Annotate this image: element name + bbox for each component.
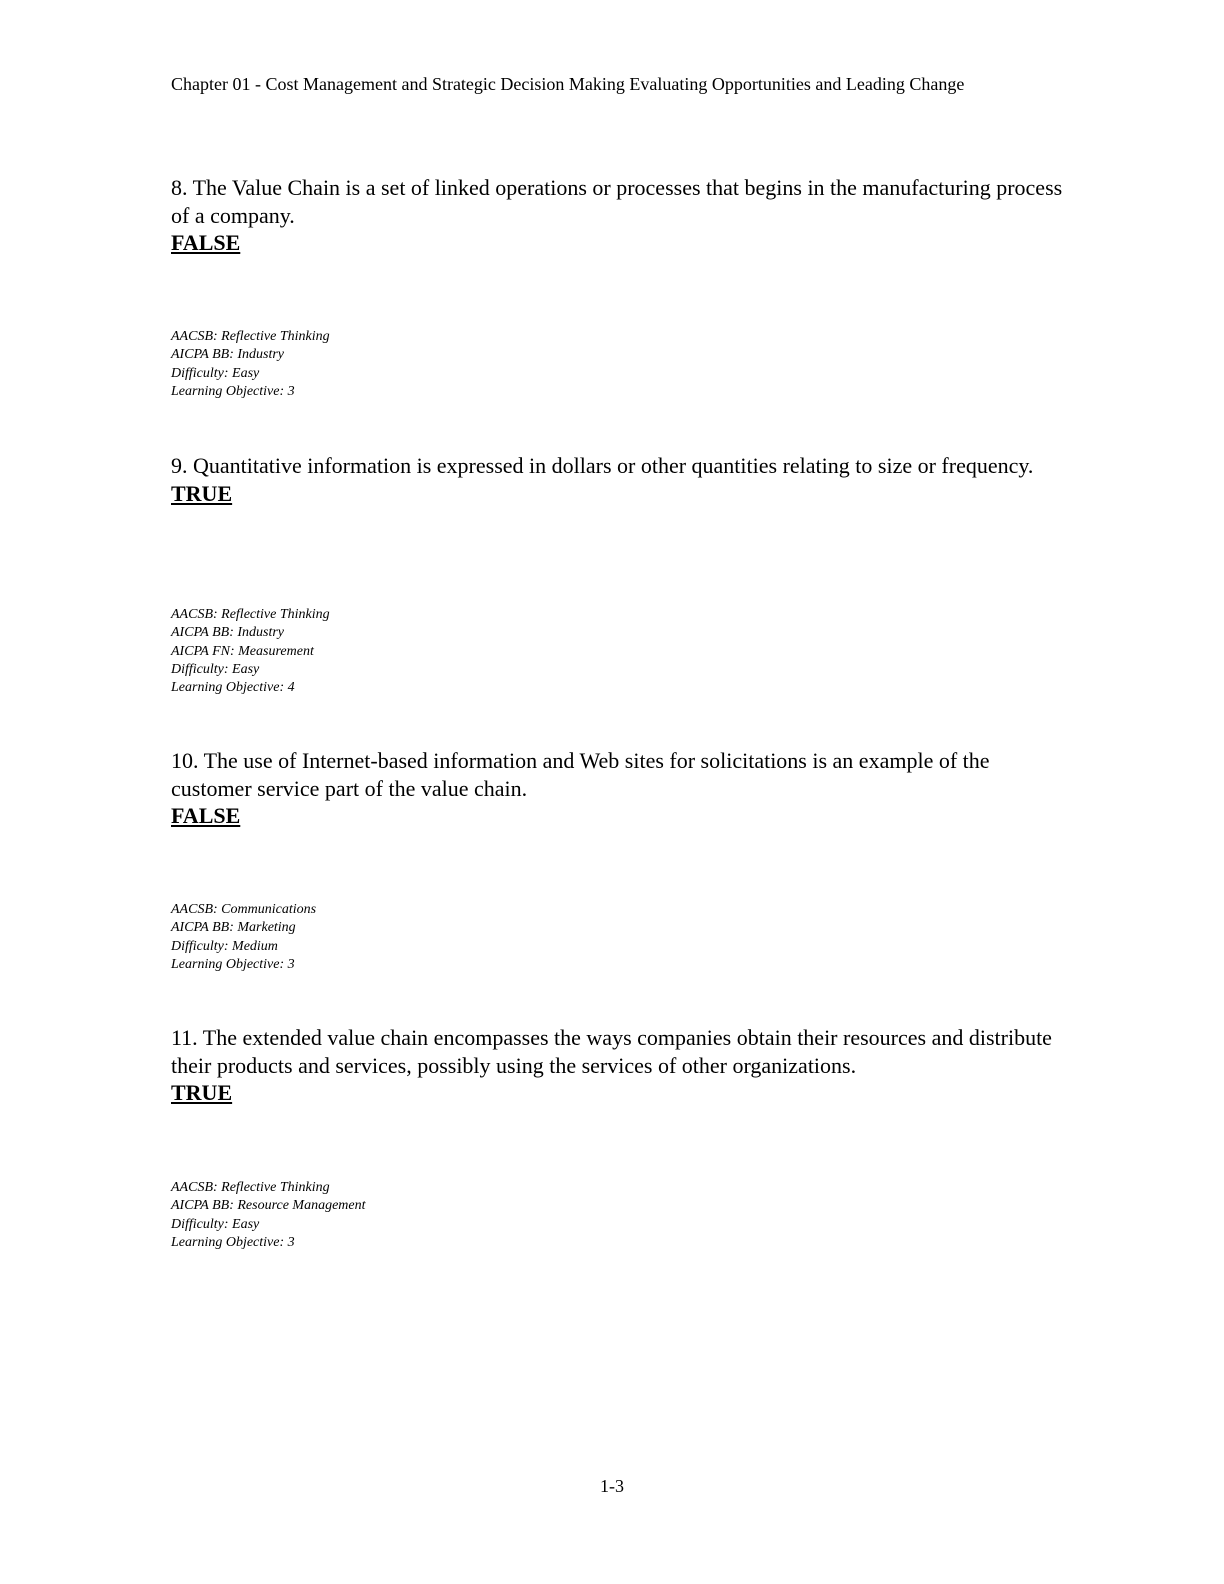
meta-aicpa-bb: AICPA BB: Industry <box>171 625 285 641</box>
meta-aicpa-bb: AICPA BB: Marketing <box>171 920 296 936</box>
question-meta <box>171 901 316 974</box>
meta-difficulty: Difficulty: Easy <box>171 661 260 677</box>
meta-difficulty: Difficulty: Easy <box>171 1216 260 1232</box>
meta-aicpa-fn: AICPA FN: Measurement <box>171 643 314 659</box>
question-meta <box>171 606 330 697</box>
meta-learning-objective: Learning Objective: 3 <box>171 383 295 399</box>
question-8 <box>171 174 1071 399</box>
question-text: 10. The use of Internet-based information and Web sites for solicitations is an example of the customer service part of the value chain. <box>171 748 990 801</box>
meta-aacsb: AACSB: Reflective Thinking <box>171 607 330 622</box>
meta-aicpa-bb: AICPA BB: Resource Management <box>171 1198 366 1214</box>
question-11 <box>171 1024 1071 1250</box>
meta-aacsb: AACSB: Reflective Thinking <box>171 1180 330 1195</box>
question-text: 9. Quantitative information is expressed in dollars or other quantities relating to size or frequency. <box>171 453 1034 478</box>
meta-aicpa-bb: AICPA BB: Industry <box>171 347 285 363</box>
meta-aacsb: AACSB: Reflective Thinking <box>171 329 330 344</box>
answer: FALSE <box>171 230 241 255</box>
question-text: 11. The extended value chain encompasses the ways companies obtain their resources and distribute their products and services, possibly using the services of other organizations. <box>171 1025 1052 1078</box>
question-meta <box>171 1179 366 1252</box>
answer: FALSE <box>171 803 241 828</box>
question-10 <box>171 747 1071 972</box>
question-text: 8. The Value Chain is a set of linked operations or processes that begins in the manufacturing process of a company. <box>171 175 1063 228</box>
meta-learning-objective: Learning Objective: 3 <box>171 956 295 972</box>
meta-aacsb: AACSB: Communications <box>171 902 317 917</box>
page-header: Chapter 01 - Cost Management and Strategic Decision Making Evaluating Opportunities and Leading Change <box>171 74 965 94</box>
meta-difficulty: Difficulty: Easy <box>171 365 260 381</box>
question-9 <box>171 452 1071 696</box>
question-meta <box>171 328 330 401</box>
page-number: 1-3 <box>600 1476 624 1496</box>
meta-learning-objective: Learning Objective: 4 <box>171 680 295 696</box>
answer: TRUE <box>171 1080 233 1105</box>
meta-difficulty: Difficulty: Medium <box>171 938 278 954</box>
meta-learning-objective: Learning Objective: 3 <box>171 1234 295 1250</box>
answer: TRUE <box>171 480 233 506</box>
